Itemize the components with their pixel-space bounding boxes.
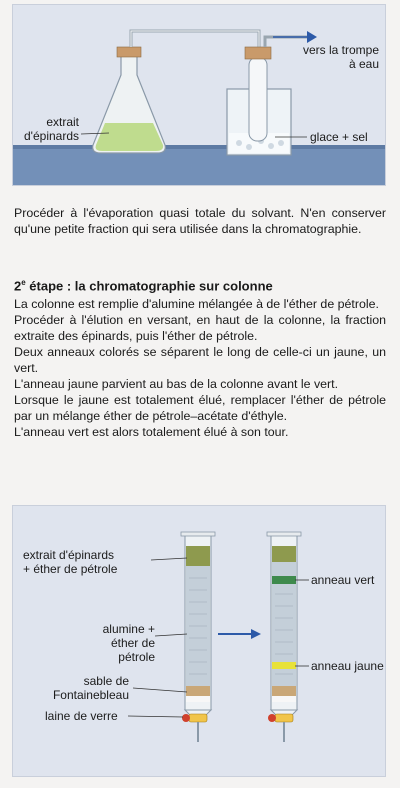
paragraph-1: La colonne est remplie d'alumine mélangée à de l'éther de pétrole. [14,297,379,311]
step-heading [14,278,273,293]
extract-layer [186,546,210,566]
label-laine-verre: laine de verre [45,709,118,723]
label-sable-line1: sable de [83,674,129,688]
yellow-ring [272,662,296,669]
label-extrait-line2: d'épinards [24,129,79,143]
step-superscript: e [21,278,26,287]
evaporation-illustration [13,5,385,185]
label-trompe-line1: vers la trompe [303,43,380,57]
label-extrait [21,115,79,143]
label-extrait-line2: + éther de pétrole [23,562,118,576]
label-trompe-line2: à eau [349,57,380,71]
step-body [14,296,386,440]
label-extrait-ether [23,548,117,576]
intro-paragraph: Procéder à l'évaporation quasi totale du solvant. N'en conserver qu'une petite fraction qui sera utilisée dans la chromatographie. [14,206,386,236]
connecting-tube [131,31,259,49]
label-extrait-line1: extrait [46,115,79,129]
label-anneau-vert: anneau vert [311,573,375,587]
green-ring [272,576,296,584]
paragraph-4: L'anneau jaune parvient au bas de la colonne avant le vert. [14,377,339,391]
collection-tube [249,57,267,141]
label-glace-sel: glace + sel [310,130,368,144]
label-alumine-line2: éther de pétrole [110,636,155,664]
spinach-extract-liquid [96,123,164,151]
column-illustration [13,506,385,776]
column-before [181,532,215,742]
label-alumine [77,622,155,664]
sand-layer [186,686,210,696]
arrow-between-columns [251,629,261,639]
label-sable-line2: Fontainebleau [52,688,129,702]
label-vers-trompe [303,43,379,71]
paragraph-5: Lorsque le jaune est totalement élué, remplacer l'éther de pétrole par un mélange éther de pétrole–acétate d'éthyle. [14,393,386,423]
figure-evaporation-setup [12,4,386,186]
flask-stopper [117,47,141,57]
label-sable [49,674,129,702]
figure-column-chromatography [12,505,386,777]
step-title: étape : la chromatographie sur colonne [25,278,273,294]
stopcock-right [275,714,293,722]
intro-text [14,205,386,237]
label-alumine-line1: alumine + [102,622,155,636]
column-after [267,532,301,742]
glass-wool [186,696,210,702]
stopcock-left [189,714,207,722]
paragraph-2: Procéder à l'élution en versant, en haut de la colonne, la fraction extraite des épinards, puis l'éther de pétrole. [14,313,386,343]
lab-bench [13,147,385,185]
paragraph-3: Deux anneaux colorés se séparent le long de celle-ci un jaune, un vert. [14,345,386,375]
label-extrait-line1: extrait d'épinards [23,548,115,562]
label-anneau-jaune: anneau jaune [311,659,384,673]
tube-stopper [245,47,271,59]
step-number: 2 [14,278,22,294]
paragraph-6: L'anneau vert est alors totalement élué à son tour. [14,425,289,439]
